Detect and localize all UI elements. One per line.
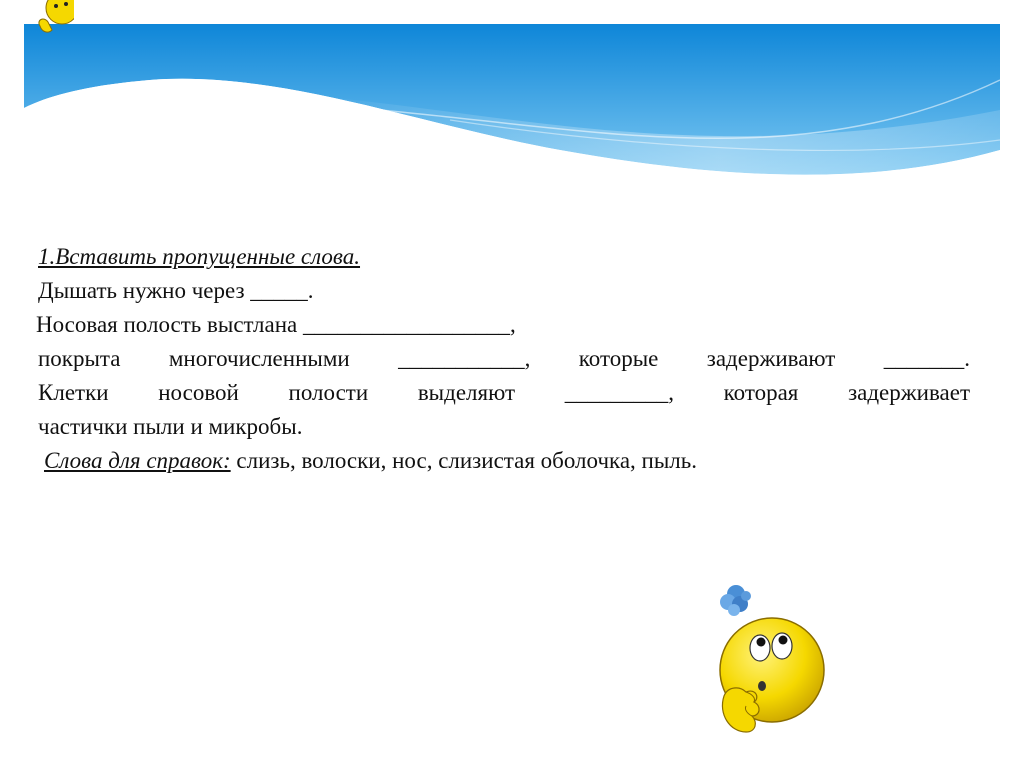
- word-hint-label: Слова для справок:: [44, 448, 231, 473]
- task-title: 1.Вставить пропущенные слова.: [38, 244, 361, 269]
- header-wave-banner: [0, 0, 1024, 200]
- task-line-3: покрыта многочисленными ___________, которые задерживают _______.: [38, 346, 970, 371]
- word-hint-list: слизь, волоски, нос, слизистая оболочка, пыль.: [230, 448, 698, 473]
- task-line-1: Дышать нужно через _____.: [38, 278, 314, 303]
- thinking-smiley-large-icon: [706, 576, 830, 740]
- word-hint: [44, 444, 970, 478]
- task-line-5: частички пыли и микробы.: [38, 414, 303, 439]
- task-line-2: Носовая полость выстлана __________________,: [36, 312, 516, 337]
- thinking-smiley-icon: [22, 0, 74, 40]
- exercise-text: [38, 240, 970, 478]
- task-line-4: Клетки носовой полости выделяют _________, которая задерживает: [38, 380, 970, 405]
- thought-cloud-icon: [720, 585, 751, 616]
